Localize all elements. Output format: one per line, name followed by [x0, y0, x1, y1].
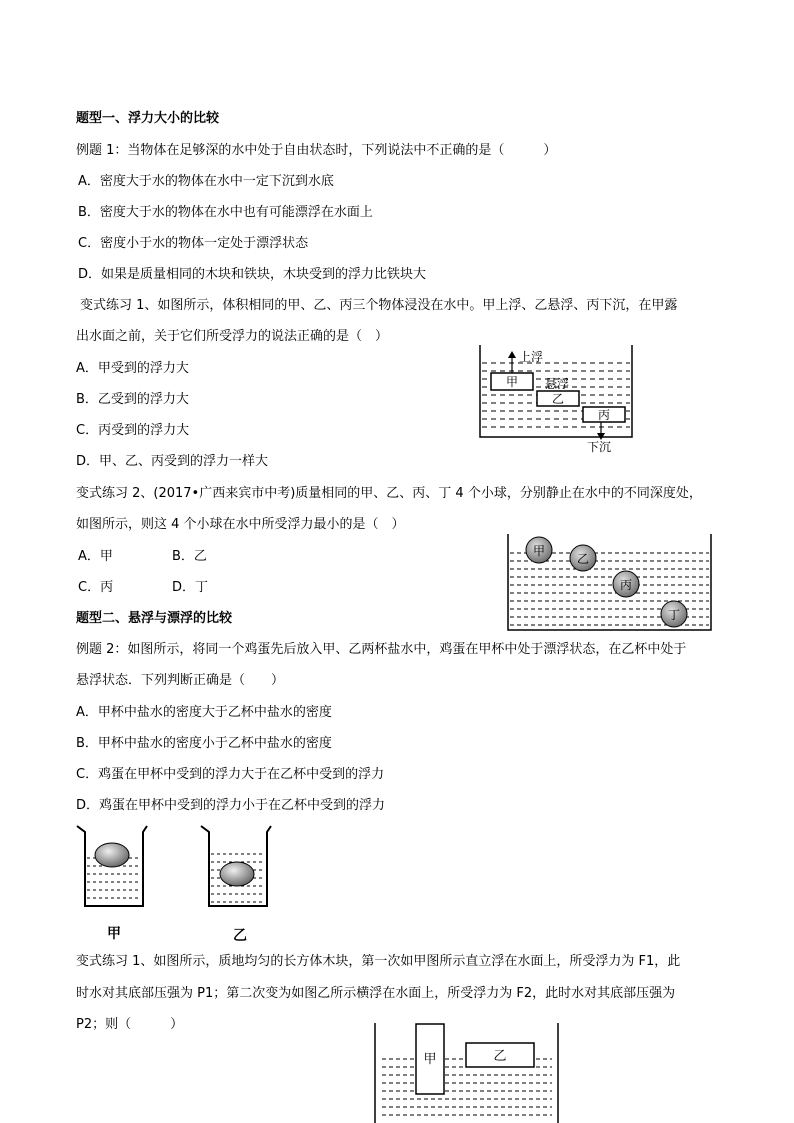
example-2-option-d: D．鸡蛋在甲杯中受到的浮力小于在乙杯中受到的浮力 [76, 798, 386, 813]
variant-1-option-a: A．甲受到的浮力大 [76, 361, 189, 376]
example-2-option-c: C．鸡蛋在甲杯中受到的浮力大于在乙杯中受到的浮力 [76, 767, 385, 782]
ball-ding-label: 丁 [667, 608, 681, 622]
example-2-stem-line2: 悬浮状态．下列判断正确是（ ） [76, 673, 285, 688]
variant-2-1-stem-line1: 变式练习 1、如图所示，质地均匀的长方体木块，第一次如甲图所示直立浮在水面上，所受浮力为 F1，此 [76, 954, 681, 969]
cup-jia-label: 甲 [107, 926, 121, 942]
variant-2-stem-line2: 如图所示，则这 4 个小球在水中所受浮力最小的是（ ） [76, 517, 405, 532]
variant-2-1-stem-line3: P2；则（ ） [76, 1017, 184, 1032]
cup-yi-label: 乙 [233, 928, 247, 944]
figure-three-objects [475, 343, 640, 453]
example-1-stem: 例题 1：当物体在足够深的水中处于自由状态时，下列说法中不正确的是（ ） [76, 143, 557, 158]
variant-1-stem-line2: 出水面之前，关于它们所受浮力的说法正确的是（ ） [76, 329, 389, 344]
egg-in-cup-yi [220, 862, 254, 886]
variant-2-option-a: A．甲 [78, 549, 113, 564]
variant-1-option-b: B．乙受到的浮力大 [76, 392, 189, 407]
example-2-stem-line1: 例题 2：如图所示，将同一个鸡蛋先后放入甲、乙两杯盐水中，鸡蛋在甲杯中处于漂浮状态，在乙杯中处于 [76, 642, 687, 657]
ball-bing-label: 丙 [619, 578, 633, 592]
variant-1-stem-line1: 变式练习 1、如图所示，体积相同的甲、乙、丙三个物体浸没在水中。甲上浮、乙悬浮、丙下沉，在甲露 [80, 298, 678, 313]
example-2-option-a: A．甲杯中盐水的密度大于乙杯中盐水的密度 [76, 705, 332, 720]
label-down: 下沉 [587, 440, 612, 454]
block-jia-label: 甲 [505, 375, 519, 389]
variant-2-stem-line1: 变式练习 2、(2017•广西来宾市中考)质量相同的甲、乙、丙、丁 4 个小球，分别静止在水中的不同深度处， [76, 486, 702, 501]
block-bing-label: 丙 [597, 408, 611, 422]
variant-2-1-stem-line2: 时水对其底部压强为 P1；第二次变为如图乙所示横浮在水面上，所受浮力为 F2，此时水对其底部压强为 [76, 986, 676, 1001]
variant-2-option-c: C．丙 [78, 580, 114, 595]
example-2-option-b: B．甲杯中盐水的密度小于乙杯中盐水的密度 [76, 736, 332, 751]
section-title-2: 题型二、悬浮与漂浮的比较 [76, 611, 233, 626]
variant-1-option-d: D．甲、乙、丙受到的浮力一样大 [76, 454, 269, 469]
ball-jia-label: 甲 [532, 544, 546, 558]
example-1-option-b: B．密度大于水的物体在水中也有可能漂浮在水面上 [78, 205, 373, 220]
block-yi-label: 乙 [551, 392, 565, 406]
example-1-option-c: C．密度小于水的物体一定处于漂浮状态 [78, 236, 309, 251]
egg-in-cup-jia [95, 843, 129, 867]
section-title-1: 题型一、浮力大小的比较 [76, 111, 220, 126]
block-upright-jia-label: 甲 [423, 1052, 437, 1067]
figure-wood-blocks [372, 1021, 562, 1123]
variant-1-option-c: C．丙受到的浮力大 [76, 423, 190, 438]
figure-two-beakers [75, 822, 265, 947]
variant-2-option-b: B．乙 [172, 549, 207, 564]
variant-2-option-d: D．丁 [172, 580, 209, 595]
label-suspend: 悬浮 [545, 377, 570, 391]
example-1-option-d: D．如果是质量相同的木块和铁块，木块受到的浮力比铁块大 [78, 267, 427, 282]
label-up: 上浮 [519, 350, 544, 364]
figure-four-balls [505, 534, 715, 634]
block-horizontal-yi-label: 乙 [493, 1049, 507, 1064]
ball-yi-label: 乙 [576, 552, 590, 566]
example-1-option-a: A．密度大于水的物体在水中一定下沉到水底 [78, 174, 334, 189]
